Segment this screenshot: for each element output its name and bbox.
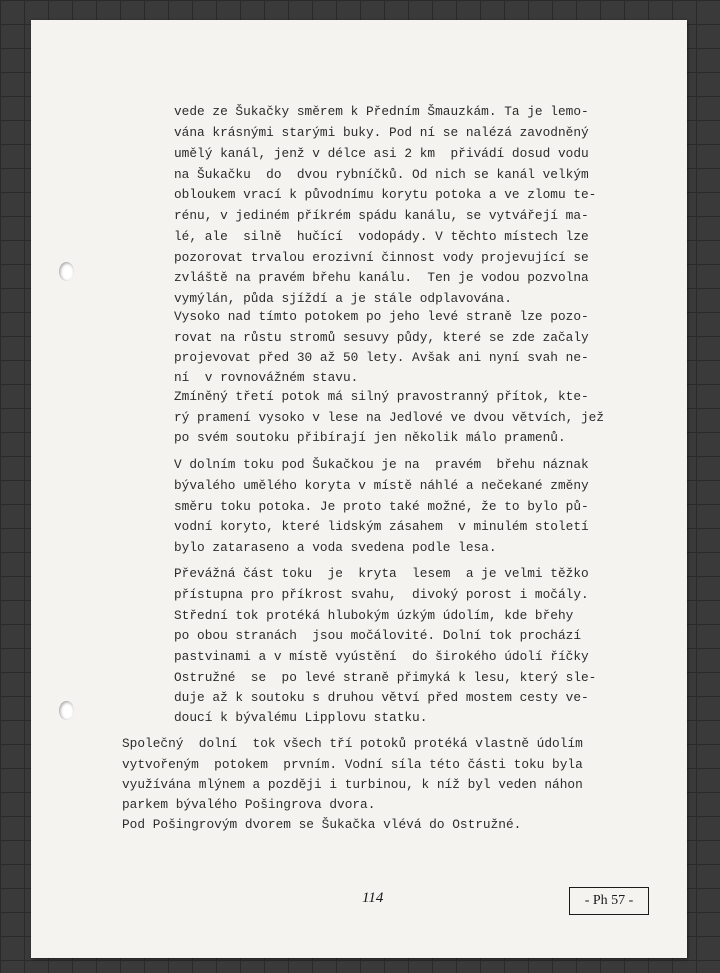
text-line: vede ze Šukačky směrem k Předním Šmauzkám. Ta je lemo- xyxy=(174,104,589,119)
text-line: rénu, v jediném příkrém spádu kanálu, se vytvářejí ma- xyxy=(174,208,589,223)
text-line: pozorovat trvalou erozivní činnost vody projevující se xyxy=(174,250,589,265)
text-line: Společný dolní tok všech tří potoků protéká vlastně údolím xyxy=(122,736,583,751)
text-line: obloukem vrací k původnímu korytu potoka a ve zlomu te- xyxy=(174,187,597,202)
text-line: vodní koryto, které lidským zásahem v minulém století xyxy=(174,519,589,534)
text-line: bylo zataraseno a voda svedena podle lesa. xyxy=(174,540,497,555)
text-line: pastvinami a v místě vyústění do širokého údolí říčky xyxy=(174,649,589,664)
text-line: umělý kanál, jenž v délce asi 2 km přivádí dosud vodu xyxy=(174,146,589,161)
text-line: využívána mlýnem a později i turbinou, k níž byl veden náhon xyxy=(122,777,583,792)
text-line: doucí k bývalému Lipplovu statku. xyxy=(174,710,428,725)
text-line: Střední tok protéká hlubokým úzkým údolím, kde břehy xyxy=(174,608,574,623)
text-line: Pod Pošingrovým dvorem se Šukačka vlévá do Ostružné. xyxy=(122,817,522,832)
text-line: po obou stranách jsou močálovité. Dolní tok prochází xyxy=(174,628,582,643)
archive-code: - Ph 57 - xyxy=(584,893,634,908)
text-line: rovat na růstu stromů sesuvy půdy, které se zde začaly xyxy=(174,330,589,345)
text-line: projevovat před 30 až 50 lety. Avšak ani nyní svah ne- xyxy=(174,350,589,365)
text-line: V dolním toku pod Šukačkou je na pravém břehu náznak xyxy=(174,457,589,472)
page-number: 114 xyxy=(362,890,384,906)
text-line: vymýlán, půda sjíždí a je stále odplavována. xyxy=(174,291,512,306)
text-line: zvláště na pravém břehu kanálu. Ten je vodou pozvolna xyxy=(174,270,589,285)
punch-hole-bottom xyxy=(59,701,74,720)
punch-hole-top xyxy=(59,262,74,281)
archive-code-box xyxy=(569,887,649,915)
text-line: po svém soutoku přibírají jen několik málo pramenů. xyxy=(174,430,566,445)
text-line: vytvořeným potokem prvním. Vodní síla této části toku byla xyxy=(122,757,583,772)
text-line: přístupna pro příkrost svahu, divoký porost i močály. xyxy=(174,587,589,602)
text-line: Zmíněný třetí potok má silný pravostranný přítok, kte- xyxy=(174,389,589,404)
text-line: lé, ale silně hučící vodopády. V těchto místech lze xyxy=(174,229,589,244)
text-line: Převážná část toku je kryta lesem a je velmi těžko xyxy=(174,566,589,581)
text-line: Vysoko nad tímto potokem po jeho levé straně lze pozo- xyxy=(174,309,589,324)
text-line: ní v rovnovážném stavu. xyxy=(174,370,359,385)
text-line: směru toku potoka. Je proto také možné, že to bylo pů- xyxy=(174,499,589,514)
text-line: vána krásnými starými buky. Pod ní se nalézá zavodněný xyxy=(174,125,589,140)
text-line: na Šukačku do dvou rybníčků. Od nich se kanál velkým xyxy=(174,167,589,182)
text-line: Ostružné se po levé straně přimyká k lesu, který sle- xyxy=(174,670,597,685)
text-line: bývalého umělého koryta v místě náhlé a nečekané změny xyxy=(174,478,589,493)
text-line: rý pramení vysoko v lese na Jedlové ve dvou větvích, jež xyxy=(174,410,605,425)
text-line: duje až k soutoku s druhou větví před mostem cesty ve- xyxy=(174,690,589,705)
text-line: parkem bývalého Pošingrova dvora. xyxy=(122,797,376,812)
